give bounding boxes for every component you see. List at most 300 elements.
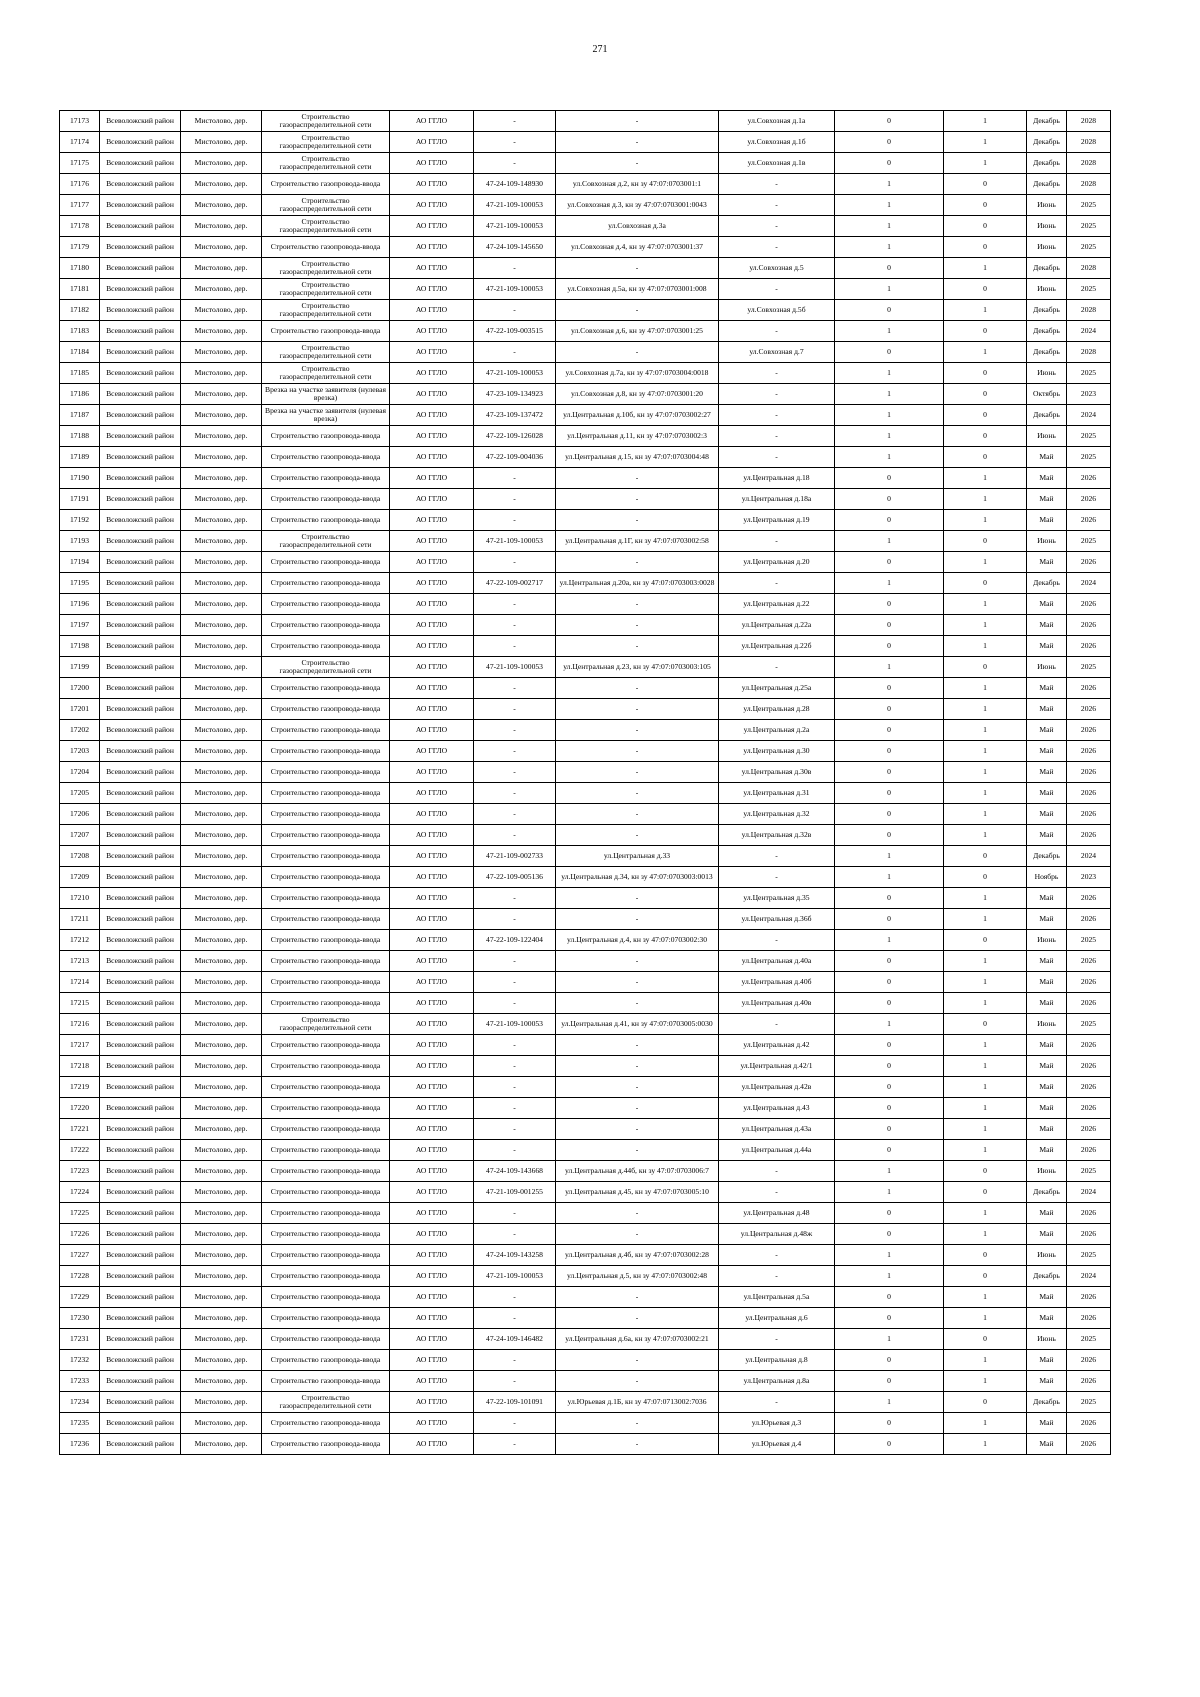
count-cell-a: 0 <box>835 1350 944 1371</box>
street-address-cell: ул.Совхозная д.5б <box>719 300 835 321</box>
count-cell-a: 0 <box>835 489 944 510</box>
district-cell: Всеволожский район <box>100 951 181 972</box>
month-cell: Июнь <box>1027 1161 1067 1182</box>
row-number: 17179 <box>60 237 100 258</box>
organization-cell: АО ГГЛО <box>390 1392 474 1413</box>
year-cell: 2025 <box>1067 657 1111 678</box>
settlement-cell: Мистолово, дер. <box>181 1140 262 1161</box>
row-number: 17177 <box>60 195 100 216</box>
work-type-cell: Строительство газопровода-ввода <box>262 1182 390 1203</box>
organization-cell: АО ГГЛО <box>390 846 474 867</box>
cadastral-address-cell: - <box>556 825 719 846</box>
year-cell: 2028 <box>1067 300 1111 321</box>
count-cell-b: 1 <box>944 489 1027 510</box>
application-number-cell: - <box>474 1308 556 1329</box>
district-cell: Всеволожский район <box>100 573 181 594</box>
street-address-cell: - <box>719 930 835 951</box>
year-cell: 2026 <box>1067 615 1111 636</box>
count-cell-a: 1 <box>835 1266 944 1287</box>
district-cell: Всеволожский район <box>100 1098 181 1119</box>
work-type-cell: Строительство газопровода-ввода <box>262 825 390 846</box>
organization-cell: АО ГГЛО <box>390 1245 474 1266</box>
row-number: 17189 <box>60 447 100 468</box>
count-cell-b: 1 <box>944 258 1027 279</box>
count-cell-b: 0 <box>944 237 1027 258</box>
work-type-cell: Строительство газопровода-ввода <box>262 573 390 594</box>
month-cell: Май <box>1027 1413 1067 1434</box>
settlement-cell: Мистолово, дер. <box>181 132 262 153</box>
application-number-cell: - <box>474 468 556 489</box>
year-cell: 2026 <box>1067 1287 1111 1308</box>
work-type-cell: Строительство газопровода-ввода <box>262 1140 390 1161</box>
year-cell: 2026 <box>1067 762 1111 783</box>
district-cell: Всеволожский район <box>100 699 181 720</box>
district-cell: Всеволожский район <box>100 1203 181 1224</box>
count-cell-a: 0 <box>835 132 944 153</box>
table-row <box>60 741 1111 762</box>
application-number-cell: - <box>474 510 556 531</box>
row-number: 17215 <box>60 993 100 1014</box>
cadastral-address-cell: - <box>556 1035 719 1056</box>
table-row <box>60 573 1111 594</box>
district-cell: Всеволожский район <box>100 1350 181 1371</box>
district-cell: Всеволожский район <box>100 1014 181 1035</box>
district-cell: Всеволожский район <box>100 993 181 1014</box>
month-cell: Декабрь <box>1027 300 1067 321</box>
count-cell-b: 0 <box>944 1182 1027 1203</box>
count-cell-b: 0 <box>944 174 1027 195</box>
work-type-cell: Строительство газопровода-ввода <box>262 321 390 342</box>
month-cell: Май <box>1027 762 1067 783</box>
work-type-cell: Строительство газораспределительной сети <box>262 1014 390 1035</box>
district-cell: Всеволожский район <box>100 972 181 993</box>
application-number-cell: 47-23-109-137472 <box>474 405 556 426</box>
table-row <box>60 1287 1111 1308</box>
work-type-cell: Строительство газопровода-ввода <box>262 972 390 993</box>
district-cell: Всеволожский район <box>100 741 181 762</box>
street-address-cell: ул.Центральная д.32в <box>719 825 835 846</box>
month-cell: Май <box>1027 447 1067 468</box>
settlement-cell: Мистолово, дер. <box>181 1098 262 1119</box>
settlement-cell: Мистолово, дер. <box>181 951 262 972</box>
district-cell: Всеволожский район <box>100 1266 181 1287</box>
application-number-cell: 47-22-109-126028 <box>474 426 556 447</box>
table-row <box>60 153 1111 174</box>
count-cell-b: 1 <box>944 1308 1027 1329</box>
count-cell-a: 1 <box>835 657 944 678</box>
district-cell: Всеволожский район <box>100 867 181 888</box>
count-cell-b: 0 <box>944 1161 1027 1182</box>
district-cell: Всеволожский район <box>100 657 181 678</box>
count-cell-a: 0 <box>835 741 944 762</box>
table-row <box>60 132 1111 153</box>
street-address-cell: ул.Совхозная д.1а <box>719 111 835 132</box>
table-row <box>60 951 1111 972</box>
district-cell: Всеволожский район <box>100 846 181 867</box>
month-cell: Май <box>1027 1140 1067 1161</box>
street-address-cell: ул.Юрьевая д.3 <box>719 1413 835 1434</box>
row-number: 17226 <box>60 1224 100 1245</box>
month-cell: Июнь <box>1027 531 1067 552</box>
cadastral-address-cell: ул.Совхозная д.3а <box>556 216 719 237</box>
street-address-cell: ул.Совхозная д.7 <box>719 342 835 363</box>
month-cell: Декабрь <box>1027 846 1067 867</box>
table-row <box>60 342 1111 363</box>
organization-cell: АО ГГЛО <box>390 720 474 741</box>
month-cell: Май <box>1027 1350 1067 1371</box>
month-cell: Июнь <box>1027 930 1067 951</box>
table-row <box>60 993 1111 1014</box>
row-number: 17234 <box>60 1392 100 1413</box>
row-number: 17201 <box>60 699 100 720</box>
settlement-cell: Мистолово, дер. <box>181 384 262 405</box>
table-row <box>60 1203 1111 1224</box>
table-row <box>60 489 1111 510</box>
cadastral-address-cell: - <box>556 342 719 363</box>
count-cell-a: 1 <box>835 531 944 552</box>
district-cell: Всеволожский район <box>100 1035 181 1056</box>
year-cell: 2028 <box>1067 153 1111 174</box>
table-row <box>60 1077 1111 1098</box>
cadastral-address-cell: - <box>556 678 719 699</box>
settlement-cell: Мистолово, дер. <box>181 1434 262 1455</box>
work-type-cell: Строительство газопровода-ввода <box>262 909 390 930</box>
street-address-cell: - <box>719 279 835 300</box>
street-address-cell: ул.Центральная д.18 <box>719 468 835 489</box>
district-cell: Всеволожский район <box>100 1392 181 1413</box>
district-cell: Всеволожский район <box>100 1434 181 1455</box>
row-number: 17231 <box>60 1329 100 1350</box>
cadastral-address-cell: - <box>556 510 719 531</box>
month-cell: Декабрь <box>1027 1266 1067 1287</box>
year-cell: 2026 <box>1067 594 1111 615</box>
organization-cell: АО ГГЛО <box>390 153 474 174</box>
organization-cell: АО ГГЛО <box>390 1182 474 1203</box>
month-cell: Май <box>1027 1035 1067 1056</box>
year-cell: 2023 <box>1067 867 1111 888</box>
organization-cell: АО ГГЛО <box>390 1077 474 1098</box>
organization-cell: АО ГГЛО <box>390 531 474 552</box>
count-cell-b: 0 <box>944 1392 1027 1413</box>
month-cell: Май <box>1027 804 1067 825</box>
application-number-cell: - <box>474 258 556 279</box>
settlement-cell: Мистолово, дер. <box>181 741 262 762</box>
count-cell-b: 0 <box>944 405 1027 426</box>
row-number: 17213 <box>60 951 100 972</box>
cadastral-address-cell: ул.Совхозная д.4, кн зу 47:07:0703001:37 <box>556 237 719 258</box>
count-cell-b: 0 <box>944 384 1027 405</box>
count-cell-b: 0 <box>944 447 1027 468</box>
work-type-cell: Строительство газопровода-ввода <box>262 1224 390 1245</box>
application-number-cell: - <box>474 888 556 909</box>
count-cell-a: 1 <box>835 1014 944 1035</box>
district-cell: Всеволожский район <box>100 321 181 342</box>
cadastral-address-cell: - <box>556 699 719 720</box>
count-cell-a: 1 <box>835 405 944 426</box>
count-cell-a: 0 <box>835 1413 944 1434</box>
cadastral-address-cell: - <box>556 1140 719 1161</box>
settlement-cell: Мистолово, дер. <box>181 657 262 678</box>
count-cell-b: 1 <box>944 1413 1027 1434</box>
organization-cell: АО ГГЛО <box>390 804 474 825</box>
row-number: 17216 <box>60 1014 100 1035</box>
year-cell: 2026 <box>1067 489 1111 510</box>
count-cell-a: 0 <box>835 888 944 909</box>
year-cell: 2026 <box>1067 1413 1111 1434</box>
settlement-cell: Мистолово, дер. <box>181 300 262 321</box>
table-row <box>60 1224 1111 1245</box>
street-address-cell: ул.Центральная д.40в <box>719 993 835 1014</box>
row-number: 17212 <box>60 930 100 951</box>
count-cell-b: 1 <box>944 1371 1027 1392</box>
year-cell: 2026 <box>1067 552 1111 573</box>
street-address-cell: ул.Центральная д.48 <box>719 1203 835 1224</box>
month-cell: Май <box>1027 972 1067 993</box>
application-number-cell: 47-21-109-100053 <box>474 657 556 678</box>
street-address-cell: ул.Центральная д.40б <box>719 972 835 993</box>
count-cell-b: 1 <box>944 951 1027 972</box>
count-cell-b: 1 <box>944 153 1027 174</box>
gas-connection-table <box>59 110 1111 1455</box>
cadastral-address-cell: - <box>556 1287 719 1308</box>
district-cell: Всеволожский район <box>100 531 181 552</box>
row-number: 17202 <box>60 720 100 741</box>
table-row <box>60 1182 1111 1203</box>
count-cell-a: 1 <box>835 363 944 384</box>
organization-cell: АО ГГЛО <box>390 237 474 258</box>
street-address-cell: ул.Совхозная д.1в <box>719 153 835 174</box>
table-row <box>60 1161 1111 1182</box>
application-number-cell: - <box>474 594 556 615</box>
row-number: 17183 <box>60 321 100 342</box>
row-number: 17236 <box>60 1434 100 1455</box>
row-number: 17194 <box>60 552 100 573</box>
work-type-cell: Строительство газопровода-ввода <box>262 1098 390 1119</box>
count-cell-a: 0 <box>835 699 944 720</box>
table-row <box>60 174 1111 195</box>
organization-cell: АО ГГЛО <box>390 552 474 573</box>
application-number-cell: - <box>474 111 556 132</box>
count-cell-a: 1 <box>835 321 944 342</box>
cadastral-address-cell: - <box>556 720 719 741</box>
year-cell: 2025 <box>1067 237 1111 258</box>
month-cell: Декабрь <box>1027 405 1067 426</box>
settlement-cell: Мистолово, дер. <box>181 174 262 195</box>
work-type-cell: Строительство газопровода-ввода <box>262 1287 390 1308</box>
count-cell-a: 0 <box>835 783 944 804</box>
settlement-cell: Мистолово, дер. <box>181 1161 262 1182</box>
count-cell-b: 1 <box>944 678 1027 699</box>
count-cell-a: 0 <box>835 972 944 993</box>
street-address-cell: - <box>719 1182 835 1203</box>
year-cell: 2026 <box>1067 888 1111 909</box>
street-address-cell: - <box>719 363 835 384</box>
cadastral-address-cell: - <box>556 300 719 321</box>
row-number: 17228 <box>60 1266 100 1287</box>
organization-cell: АО ГГЛО <box>390 1203 474 1224</box>
street-address-cell: - <box>719 573 835 594</box>
organization-cell: АО ГГЛО <box>390 111 474 132</box>
month-cell: Май <box>1027 468 1067 489</box>
month-cell: Декабрь <box>1027 1392 1067 1413</box>
year-cell: 2026 <box>1067 678 1111 699</box>
count-cell-a: 0 <box>835 678 944 699</box>
district-cell: Всеволожский район <box>100 1182 181 1203</box>
street-address-cell: - <box>719 657 835 678</box>
street-address-cell: - <box>719 216 835 237</box>
district-cell: Всеволожский район <box>100 132 181 153</box>
year-cell: 2028 <box>1067 111 1111 132</box>
month-cell: Декабрь <box>1027 258 1067 279</box>
organization-cell: АО ГГЛО <box>390 342 474 363</box>
table-row <box>60 1308 1111 1329</box>
year-cell: 2026 <box>1067 468 1111 489</box>
district-cell: Всеволожский район <box>100 930 181 951</box>
row-number: 17205 <box>60 783 100 804</box>
work-type-cell: Строительство газораспределительной сети <box>262 153 390 174</box>
settlement-cell: Мистолово, дер. <box>181 1287 262 1308</box>
count-cell-b: 1 <box>944 1350 1027 1371</box>
table-row <box>60 825 1111 846</box>
month-cell: Май <box>1027 1056 1067 1077</box>
month-cell: Май <box>1027 783 1067 804</box>
month-cell: Май <box>1027 888 1067 909</box>
count-cell-a: 0 <box>835 804 944 825</box>
application-number-cell: - <box>474 132 556 153</box>
organization-cell: АО ГГЛО <box>390 1035 474 1056</box>
organization-cell: АО ГГЛО <box>390 1371 474 1392</box>
work-type-cell: Строительство газопровода-ввода <box>262 615 390 636</box>
application-number-cell: - <box>474 741 556 762</box>
month-cell: Май <box>1027 1434 1067 1455</box>
row-number: 17233 <box>60 1371 100 1392</box>
cadastral-address-cell: - <box>556 1203 719 1224</box>
work-type-cell: Строительство газопровода-ввода <box>262 1434 390 1455</box>
row-number: 17197 <box>60 615 100 636</box>
application-number-cell: 47-21-109-100053 <box>474 279 556 300</box>
row-number: 17173 <box>60 111 100 132</box>
table-row <box>60 279 1111 300</box>
settlement-cell: Мистолово, дер. <box>181 888 262 909</box>
work-type-cell: Строительство газопровода-ввода <box>262 594 390 615</box>
row-number: 17203 <box>60 741 100 762</box>
row-number: 17192 <box>60 510 100 531</box>
settlement-cell: Мистолово, дер. <box>181 825 262 846</box>
table-row <box>60 111 1111 132</box>
organization-cell: АО ГГЛО <box>390 447 474 468</box>
page-number: 271 <box>592 44 608 55</box>
street-address-cell: ул.Совхозная д.5 <box>719 258 835 279</box>
street-address-cell: - <box>719 237 835 258</box>
district-cell: Всеволожский район <box>100 300 181 321</box>
application-number-cell: - <box>474 489 556 510</box>
table-row <box>60 1119 1111 1140</box>
year-cell: 2025 <box>1067 930 1111 951</box>
count-cell-a: 0 <box>835 342 944 363</box>
organization-cell: АО ГГЛО <box>390 216 474 237</box>
month-cell: Июнь <box>1027 426 1067 447</box>
count-cell-a: 1 <box>835 1161 944 1182</box>
application-number-cell: - <box>474 720 556 741</box>
count-cell-b: 1 <box>944 1077 1027 1098</box>
district-cell: Всеволожский район <box>100 174 181 195</box>
settlement-cell: Мистолово, дер. <box>181 1119 262 1140</box>
count-cell-b: 1 <box>944 1119 1027 1140</box>
district-cell: Всеволожский район <box>100 468 181 489</box>
settlement-cell: Мистолово, дер. <box>181 468 262 489</box>
application-number-cell: 47-21-109-001255 <box>474 1182 556 1203</box>
district-cell: Всеволожский район <box>100 615 181 636</box>
application-number-cell: 47-24-109-143258 <box>474 1245 556 1266</box>
organization-cell: АО ГГЛО <box>390 1413 474 1434</box>
street-address-cell: ул.Центральная д.48ж <box>719 1224 835 1245</box>
application-number-cell: 47-21-109-100053 <box>474 363 556 384</box>
settlement-cell: Мистолово, дер. <box>181 1014 262 1035</box>
table-row <box>60 1014 1111 1035</box>
row-number: 17191 <box>60 489 100 510</box>
street-address-cell: ул.Центральная д.35 <box>719 888 835 909</box>
row-number: 17181 <box>60 279 100 300</box>
district-cell: Всеволожский район <box>100 510 181 531</box>
count-cell-a: 0 <box>835 153 944 174</box>
settlement-cell: Мистолово, дер. <box>181 258 262 279</box>
cadastral-address-cell: - <box>556 615 719 636</box>
table-row <box>60 1392 1111 1413</box>
year-cell: 2026 <box>1067 1098 1111 1119</box>
application-number-cell: - <box>474 972 556 993</box>
count-cell-a: 1 <box>835 426 944 447</box>
cadastral-address-cell: ул.Совхозная д.8, кн зу 47:07:0703001:20 <box>556 384 719 405</box>
application-number-cell: - <box>474 1035 556 1056</box>
cadastral-address-cell: - <box>556 1056 719 1077</box>
organization-cell: АО ГГЛО <box>390 636 474 657</box>
street-address-cell: - <box>719 1266 835 1287</box>
work-type-cell: Строительство газопровода-ввода <box>262 174 390 195</box>
district-cell: Всеволожский район <box>100 594 181 615</box>
count-cell-b: 0 <box>944 426 1027 447</box>
district-cell: Всеволожский район <box>100 678 181 699</box>
table-row <box>60 195 1111 216</box>
table-row <box>60 1413 1111 1434</box>
work-type-cell: Строительство газопровода-ввода <box>262 1056 390 1077</box>
street-address-cell: ул.Центральная д.42 <box>719 1035 835 1056</box>
row-number: 17219 <box>60 1077 100 1098</box>
settlement-cell: Мистолово, дер. <box>181 615 262 636</box>
count-cell-a: 1 <box>835 384 944 405</box>
settlement-cell: Мистолово, дер. <box>181 447 262 468</box>
year-cell: 2024 <box>1067 405 1111 426</box>
count-cell-a: 1 <box>835 1182 944 1203</box>
count-cell-a: 0 <box>835 1119 944 1140</box>
count-cell-a: 0 <box>835 594 944 615</box>
count-cell-b: 1 <box>944 1140 1027 1161</box>
year-cell: 2025 <box>1067 1245 1111 1266</box>
work-type-cell: Строительство газопровода-ввода <box>262 1119 390 1140</box>
row-number: 17196 <box>60 594 100 615</box>
table-row <box>60 552 1111 573</box>
count-cell-b: 0 <box>944 930 1027 951</box>
settlement-cell: Мистолово, дер. <box>181 1266 262 1287</box>
year-cell: 2023 <box>1067 384 1111 405</box>
district-cell: Всеволожский район <box>100 783 181 804</box>
year-cell: 2026 <box>1067 1224 1111 1245</box>
count-cell-b: 1 <box>944 1098 1027 1119</box>
year-cell: 2026 <box>1067 1203 1111 1224</box>
count-cell-b: 1 <box>944 825 1027 846</box>
street-address-cell: ул.Центральная д.28 <box>719 699 835 720</box>
cadastral-address-cell: ул.Центральная д.5, кн зу 47:07:0703002:48 <box>556 1266 719 1287</box>
year-cell: 2025 <box>1067 426 1111 447</box>
